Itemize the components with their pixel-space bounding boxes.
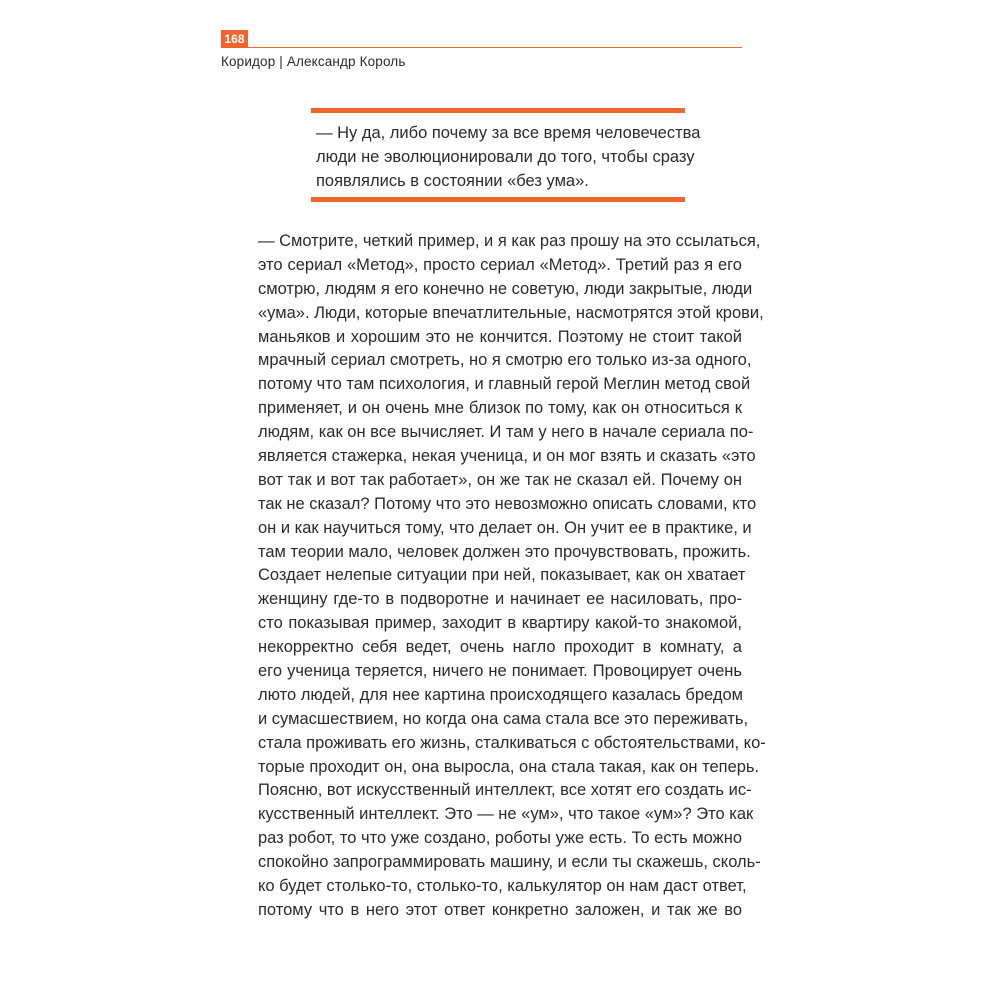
body-line: это сериал «Метод», просто сериал «Метод». Третий раз я его	[258, 255, 742, 274]
body-line: применяет, и он очень мне близок по тому, как он относиться к	[258, 399, 742, 418]
body-line: спокойно запрограммировать машину, и если ты скажешь, сколь-	[258, 853, 761, 872]
body-line: — Смотрите, четкий пример, и я как раз прошу на это ссылаться,	[258, 232, 761, 250]
body-line: сто показывая пример, заходит в квартиру какой-то знакомой,	[258, 614, 742, 633]
body-line: там теории мало, человек должен это прочувствовать, прожить.	[258, 542, 751, 561]
body-line: потому что там психология, и главный герой Меглин метод свой	[258, 375, 751, 394]
pull-quote-line: появлялись в состоянии «без ума».	[316, 172, 589, 190]
body-line: людям, как он все вычисляет. И там у него в начале сериала по-	[258, 423, 754, 442]
body-line: и сумасшествием, но когда она сама стала все это переживать,	[258, 709, 749, 728]
body-line: маньяков и хорошим это не кончится. Поэтому не стоит такой	[258, 327, 742, 346]
page-number: 168	[221, 30, 248, 48]
body-line: Поясню, вот искусственный интеллект, все хотят его создать ис-	[258, 781, 752, 800]
pull-quote	[311, 121, 701, 193]
body-line: мрачный сериал смотреть, но я смотрю его только из-за одного,	[258, 351, 752, 370]
body-line: женщину где-то в подворотне и начинает ее насиловать, про-	[258, 590, 742, 609]
pull-quote-line: люди не эволюционировали до того, чтобы сразу	[316, 148, 695, 166]
body-line: он и как научиться тому, что делает он. Он учит ее в практике, и	[258, 518, 752, 537]
pull-quote-top-rule	[311, 108, 685, 113]
header-rule	[248, 47, 742, 48]
body-line: стала проживать его жизнь, сталкиваться с обстоятельствами, ко-	[258, 733, 766, 752]
body-line: смотрю, людям я его конечно не советую, люди закрытые, люди	[258, 279, 753, 298]
body-line: некорректно себя ведет, очень нагло проходит в комнату, а	[258, 638, 742, 657]
body-line: люто людей, для нее картина происходящего казалась бредом	[258, 685, 743, 704]
body-line: торые проходит он, она выросла, она стала такая, как он теперь.	[258, 757, 760, 776]
body-line: вот так и вот так работает», он же так не сказал ей. Почему он	[258, 470, 742, 489]
body-line: его ученица теряется, ничего не понимает. Провоцирует очень	[258, 662, 742, 681]
body-line: «ума». Люди, которые впечатлительные, насмотрятся этой крови,	[258, 303, 764, 322]
pull-quote-bottom-rule	[311, 197, 685, 202]
body-line: является стажерка, некая ученица, и он мог взять и сказать «это	[258, 447, 756, 466]
body-line: кусственный интеллект. Это — не «ум», что такое «ум»? Это как	[258, 805, 754, 824]
body-line: ко будет столько-то, столько-то, калькулятор он нам даст ответ,	[258, 877, 747, 896]
pull-quote-line: — Ну да, либо почему за все время человечества	[316, 124, 701, 142]
body-text	[258, 230, 766, 923]
body-line: потому что в него этот ответ конкретно заложен, и так же во	[258, 900, 742, 919]
body-line: раз робот, то что уже создано, роботы уже есть. То есть можно	[258, 829, 742, 848]
running-head: Коридор | Александр Король	[221, 54, 406, 69]
body-line: так не сказал? Потому что это невозможно описать словами, кто	[258, 494, 757, 513]
body-line: Создает нелепые ситуации при ней, показывает, как он хватает	[258, 566, 746, 585]
